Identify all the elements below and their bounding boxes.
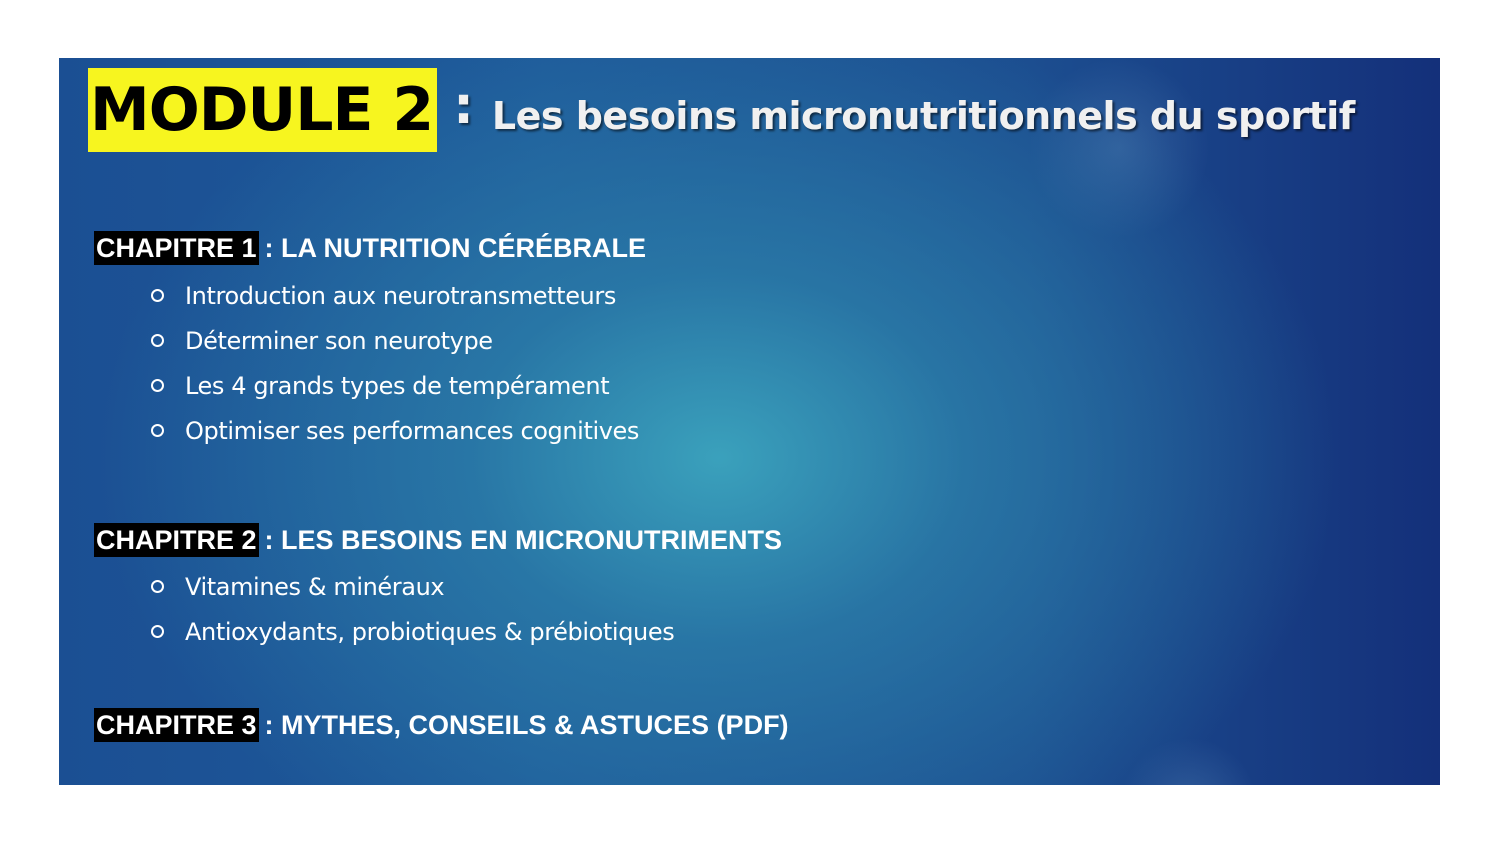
module-badge: MODULE 2 bbox=[88, 68, 437, 152]
bullet-circle-icon bbox=[151, 334, 164, 347]
list-item-text: Vitamines & minéraux bbox=[185, 572, 445, 601]
slide-title: Les besoins micronutritionnels du sportif bbox=[491, 94, 1355, 138]
title-separator: : bbox=[453, 76, 474, 136]
chapter-2-heading bbox=[94, 523, 782, 557]
bullet-circle-icon bbox=[151, 580, 164, 593]
list-item bbox=[151, 408, 639, 453]
chapter-title: : LA NUTRITION CÉRÉBRALE bbox=[264, 232, 647, 263]
list-item-text: Optimiser ses performances cognitives bbox=[185, 416, 639, 445]
list-item-text: Antioxydants, probiotiques & prébiotiques bbox=[185, 617, 675, 646]
bullet-circle-icon bbox=[151, 424, 164, 437]
list-item bbox=[151, 318, 639, 363]
list-item bbox=[151, 609, 674, 654]
chapter-title: : LES BESOINS EN MICRONUTRIMENTS bbox=[264, 524, 783, 555]
slide bbox=[59, 58, 1440, 785]
list-item bbox=[151, 273, 639, 318]
chapter-tag: CHAPITRE 1 bbox=[96, 233, 257, 263]
list-item-text: Déterminer son neurotype bbox=[185, 326, 493, 355]
bullet-circle-icon bbox=[151, 379, 164, 392]
chapter-tag: CHAPITRE 2 bbox=[96, 525, 257, 555]
chapter-tag: CHAPITRE 3 bbox=[96, 710, 257, 740]
chapter-2-list bbox=[151, 564, 674, 654]
chapter-title: : MYTHES, CONSEILS & ASTUCES (PDF) bbox=[264, 709, 789, 740]
chapter-1-heading bbox=[94, 231, 646, 265]
chapter-1-list bbox=[151, 273, 639, 453]
list-item bbox=[151, 363, 639, 408]
chapter-3-heading bbox=[94, 708, 789, 742]
list-item bbox=[151, 564, 674, 609]
list-item-text: Introduction aux neurotransmetteurs bbox=[185, 281, 616, 310]
slide-title-row bbox=[88, 68, 1355, 152]
bullet-circle-icon bbox=[151, 289, 164, 302]
bullet-circle-icon bbox=[151, 625, 164, 638]
list-item-text: Les 4 grands types de tempérament bbox=[185, 371, 610, 400]
